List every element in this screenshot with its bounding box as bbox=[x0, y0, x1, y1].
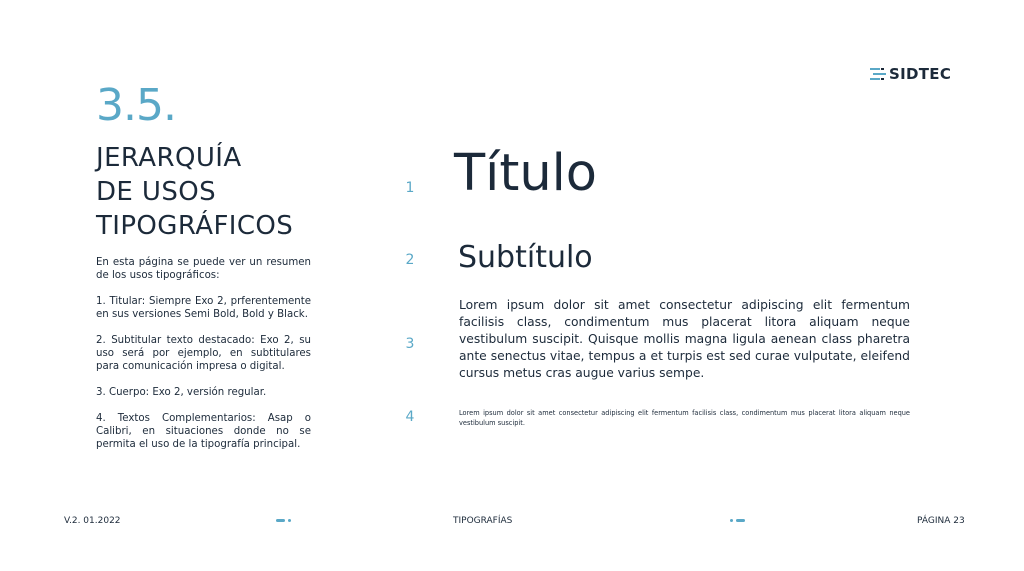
footer-dash-icon bbox=[730, 519, 746, 522]
section-title-line: DE USOS bbox=[96, 177, 217, 207]
title-sample: Título bbox=[454, 144, 598, 203]
footer-section: TIPOGRAFÍAS bbox=[453, 516, 513, 526]
section-number: 3.5. bbox=[96, 80, 176, 131]
footer-page-number: PÁGINA 23 bbox=[917, 516, 965, 526]
description-block bbox=[96, 256, 311, 451]
subtitle-sample: Subtítulo bbox=[458, 240, 593, 275]
section-title-line: JERARQUÍA bbox=[96, 143, 242, 173]
section-title bbox=[96, 141, 336, 243]
level-number-3: 3 bbox=[405, 336, 415, 352]
description-intro: En esta página se puede ver un resumen de los usos tipográficos: bbox=[96, 257, 311, 281]
logo-mark-icon bbox=[870, 67, 886, 81]
description-item: 3. Cuerpo: Exo 2, versión regular. bbox=[96, 387, 267, 398]
footer-dash-icon bbox=[276, 519, 292, 522]
logo-text: SIDTEC bbox=[889, 65, 952, 83]
description-item: 4. Textos Complementarios: Asap o Calibri, en situaciones donde no se permita el uso de la tipografía principal. bbox=[96, 413, 311, 450]
description-item: 1. Titular: Siempre Exo 2, prferentemente en sus versiones Semi Bold, Bold y Black. bbox=[96, 296, 311, 320]
description-item: 2. Subtitular texto destacado: Exo 2, su uso será por ejemplo, en subtitulares para comunicación impresa o digital. bbox=[96, 335, 311, 372]
sidtec-logo bbox=[870, 64, 951, 84]
body-sample: Lorem ipsum dolor sit amet consectetur adipiscing elit fermentum facilisis class, condimentum mus placerat litora aliquam neque vestibulum suscipit. Quisque mollis magna ligula aenean class pharetra ante senectus vitae, tempus a et turpis est sed curae vulputate, eleifend cursus metus cras augue varius sempe. bbox=[459, 298, 910, 380]
level-number-4: 4 bbox=[405, 409, 415, 425]
level-number-2: 2 bbox=[405, 252, 415, 268]
section-title-line: TIPOGRÁFICOS bbox=[96, 211, 294, 241]
level-number-1: 1 bbox=[405, 180, 415, 196]
complementary-sample: Lorem ipsum dolor sit amet consectetur adipiscing elit fermentum facilisis class, condimentum mus placerat litora aliquam neque vestibulum suscipit. bbox=[459, 409, 910, 427]
footer-version: V.2. 01.2022 bbox=[64, 516, 121, 526]
